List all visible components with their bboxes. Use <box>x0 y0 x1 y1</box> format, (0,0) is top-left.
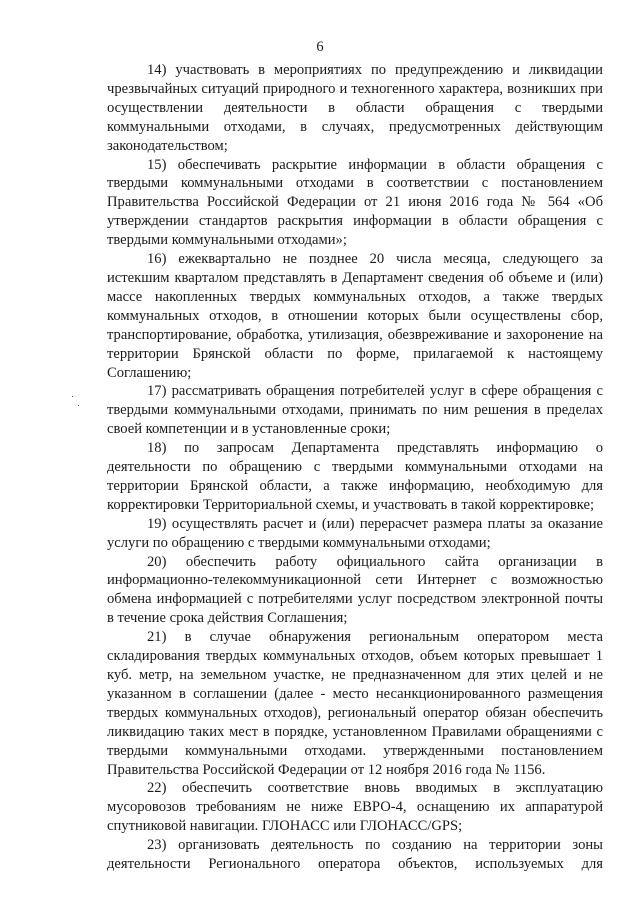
page-number: 6 <box>316 39 324 55</box>
paragraph-22: 22) обеспечить соответствие вновь вводимых в эксплуатацию мусоровозов требованиям не ниже ЕВРО-4, оснащению их аппаратурой спутниковой навигации. ГЛОНАСС или ГЛОНАСС/GPS; <box>107 780 603 835</box>
paragraph-18: 18) по запросам Департамента представлять информацию о деятельности по обращению с твердыми коммунальными отходами на территории Брянской области, а также информацию, необходимую для корректировки Территориальной схемы, и участвовать в такой корректировке; <box>107 440 603 513</box>
paragraph-21: 21) в случае обнаружения региональным оператором места складирования твердых коммунальных отходов, объем которых превышает 1 куб. метр, на земельном участке, не предназначенном для этих целей и не указанном в соглашении (далее - место несанкционированного размещения твердых коммунальных отходов), региональный оператор обязан обеспечить ликвидацию таких мест в порядке, установленном Правилами обращениями с твердыми коммунальными отходами. утвержденными постановлением Правительства Российской Федерации от 12 ноября 2016 года № 1156. <box>107 629 603 778</box>
paragraph-20: 20) обеспечить работу официального сайта организации в информационно-телекоммуникационной сети Интернет с возможностью обмена информацией с потребителями услуг посредством электронной почты в течение срока действия Соглашения; <box>107 553 603 627</box>
paragraph-15: 15) обеспечивать раскрытие информации в области обращения с твердыми коммунальными отходами в соответствии с постановлением Правительства Российской Федерации от 21 июня 2016 года № 564 «Об утверждении стандартов раскрытия информации в области обращения с твердыми коммунальными отходами»; <box>107 156 603 249</box>
scan-speck <box>78 405 79 406</box>
paragraph-23: 23) организовать деятельность по созданию на территории зоны деятельности Регионального оператора объектов, используемых для <box>107 837 603 873</box>
paragraph-17: 17) рассматривать обращения потребителей услуг в сфере обращения с твердыми коммунальными отходами, принимать по ним решения в пределах своей компетенции и в установленные сроки; <box>107 383 603 438</box>
paragraph-14: 14) участвовать в мероприятиях по предупреждению и ликвидации чрезвычайных ситуаций природного и техногенного характера, возникших при осуществлении деятельности в области обращения с твердыми коммунальными отходами, в случаях, предусмотренных действующим законодательством; <box>107 62 603 154</box>
paragraph-19: 19) осуществлять расчет и (или) перерасчет размера платы за оказание услуги по обращению с твердыми коммунальными отходами; <box>107 515 603 551</box>
paragraph-16: 16) ежеквартально не позднее 20 числа месяца, следующего за истекшим кварталом представлять в Департамент сведения об объеме и (или) массе накопленных твердых коммунальных отходов, а также твердых коммунальных отходов, в отношении которых были осуществлены сбор, транспортирование, обработка, утилизация, обезвреживание и захоронение на территории Брянской области по форме, прилагаемой к настоящему Соглашению; <box>107 251 603 381</box>
document-body <box>107 61 603 874</box>
scan-speck <box>72 396 73 397</box>
